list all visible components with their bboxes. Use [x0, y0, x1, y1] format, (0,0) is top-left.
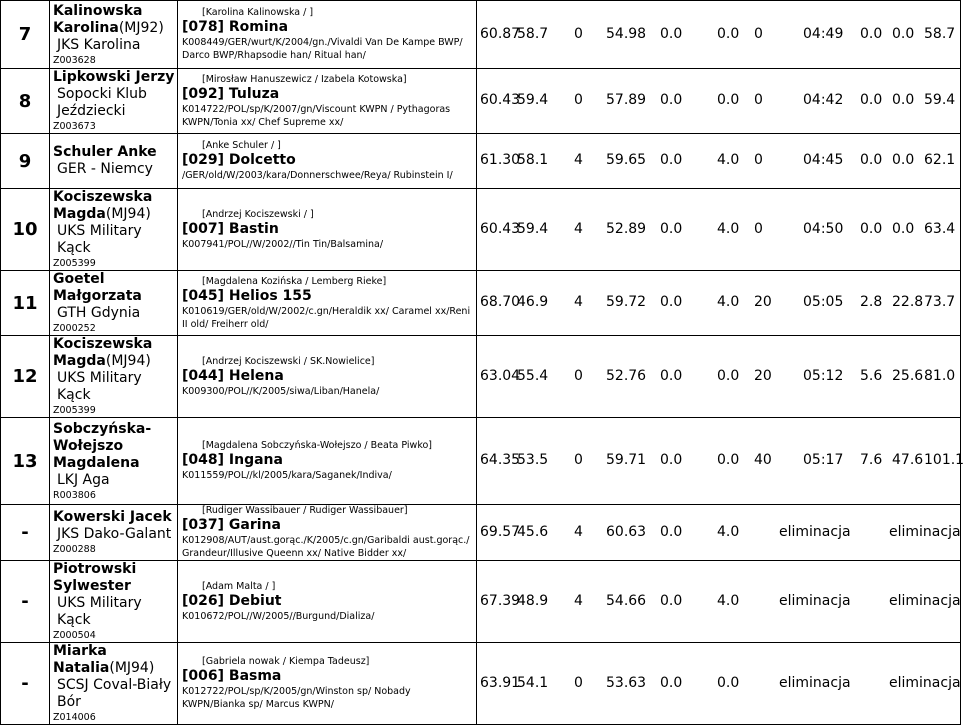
rider-cell	[50, 1, 178, 69]
score-values	[477, 674, 961, 694]
horse-cell	[178, 134, 477, 189]
rider-club: JKS Dako-Galant	[57, 526, 172, 542]
score-values	[477, 367, 961, 387]
score-value: 52.76	[606, 367, 647, 384]
horse-cell	[178, 643, 477, 725]
score-value: 0	[574, 367, 583, 384]
horse-details: K009300/POL//K/2005/siwa/Liban/Hanela/	[182, 385, 380, 397]
score-value: 64.35	[480, 452, 521, 468]
score-value: 57.89	[606, 92, 647, 108]
rider-name	[53, 69, 177, 86]
score-value: 05:05	[803, 294, 844, 310]
score-value: 59.65	[606, 152, 647, 168]
horse-owner: [Magdalena Kozińska / Lemberg Rieke]	[202, 275, 387, 287]
horse-owner: [Magdalena Sobczyńska-Wołejszo / Beata Piwko]	[202, 440, 433, 451]
score-value: 63.4	[924, 220, 956, 237]
score-value: 0.0	[660, 523, 683, 540]
rider-club: LKJ Aga	[57, 471, 110, 488]
horse-cell	[178, 189, 477, 271]
rider-name	[53, 509, 177, 526]
place-cell: 13	[1, 418, 50, 505]
scores-cell	[477, 1, 961, 69]
score-values	[477, 523, 961, 543]
score-value: 0	[754, 152, 763, 168]
score-value: 58.7	[924, 25, 956, 42]
scores-cell	[477, 69, 961, 134]
score-value: 101.1	[924, 452, 964, 468]
horse-cell	[178, 505, 477, 561]
rider-name	[53, 561, 177, 595]
scores-cell	[477, 643, 961, 725]
score-value: 0.0	[717, 92, 740, 108]
score-value: 0	[754, 92, 763, 108]
rider-cell	[50, 418, 178, 505]
horse-name: [044] Helena	[182, 367, 284, 384]
horse-owner: [Adam Malta / ]	[202, 580, 276, 592]
table-row	[1, 69, 961, 134]
horse-cell	[178, 336, 477, 418]
rider-club: UKS Military Kąck	[57, 595, 142, 628]
horse-details: K008449/GER/wurt/K/2004/gn./Vivaldi Van De Kampe BWP/ Darco BWP/Rhapsodie han/ Ritual han/	[182, 37, 463, 61]
place-cell: -	[1, 643, 50, 725]
rider-license: R003806	[53, 489, 96, 501]
rider-cell	[50, 134, 178, 189]
rider-name-bold: Schuler Anke	[53, 144, 157, 160]
table-row	[1, 271, 961, 336]
score-value: 67.39	[480, 592, 521, 609]
score-value: 0.0	[660, 592, 683, 609]
score-value: 59.4	[517, 220, 549, 237]
score-value: 63.04	[480, 367, 521, 384]
score-value: 0	[574, 452, 583, 468]
score-value: 0.0	[717, 367, 740, 384]
horse-owner: [Anke Schuler / ]	[202, 140, 281, 151]
rider-club: JKS Karolina	[57, 36, 141, 53]
score-value: 0.0	[717, 674, 740, 691]
horse-details: K012908/AUT/aust.gorąc./K/2005/c.gn/Garibaldi aust.gorąc./ Grandeur/Illusive Queenn xx/ Native Bidder xx/	[182, 535, 470, 559]
score-value: 0.0	[717, 25, 740, 42]
table-row	[1, 505, 961, 561]
score-value: 45.6	[517, 523, 549, 540]
table-row	[1, 336, 961, 418]
horse-cell	[178, 1, 477, 69]
table-row	[1, 561, 961, 643]
score-value: eliminacja	[889, 592, 961, 609]
score-value: 4	[574, 294, 583, 310]
score-value: 0	[574, 25, 583, 42]
score-value: 4	[574, 592, 583, 609]
score-value: 0.0	[660, 294, 683, 310]
rider-name	[53, 271, 177, 305]
score-value: 46.9	[517, 294, 549, 310]
score-value: 20	[754, 367, 772, 384]
score-value: eliminacja	[889, 523, 961, 540]
rider-club: UKS Military Kąck	[57, 223, 142, 256]
scores-cell	[477, 336, 961, 418]
horse-name: [037] Garina	[182, 517, 281, 533]
score-value: 68.70	[480, 294, 521, 310]
score-value: 58.1	[517, 152, 549, 168]
score-value: 0.0	[660, 452, 683, 468]
rider-name	[53, 189, 177, 223]
score-value: 0.0	[660, 220, 683, 237]
score-value: 61.30	[480, 152, 521, 168]
score-value: 54.1	[517, 674, 549, 691]
rider-license: Z005399	[53, 258, 96, 269]
rider-club: GER - Niemcy	[57, 161, 153, 177]
score-value: 4.0	[717, 592, 740, 609]
score-value: 60.43	[480, 220, 521, 237]
score-value: 05:17	[803, 452, 844, 468]
horse-cell	[178, 561, 477, 643]
scores-cell	[477, 134, 961, 189]
scores-cell	[477, 271, 961, 336]
score-value: 04:45	[803, 152, 844, 168]
rider-cell	[50, 271, 178, 336]
horse-cell	[178, 271, 477, 336]
rider-name-bold: Miarka Natalia	[53, 643, 110, 676]
horse-details: K010619/GER/old/W/2002/c.gn/Heraldik xx/ Caramel xx/Reni II old/ Freiherr old/	[182, 305, 471, 330]
score-value: 53.5	[517, 452, 549, 468]
horse-details: K007941/POL//W/2002//Tin Tin/Balsamina/	[182, 238, 384, 250]
score-value: 40	[754, 452, 772, 468]
score-values	[477, 25, 961, 45]
rider-license: Z003628	[53, 54, 96, 66]
place-cell: -	[1, 505, 50, 561]
horse-owner: [Andrzej Kociszewski / SK.Nowielice]	[202, 355, 375, 367]
horse-name: [029] Dolcetto	[182, 152, 296, 168]
score-value: 0.0	[660, 92, 683, 108]
place-cell: -	[1, 561, 50, 643]
horse-name: [026] Debiut	[182, 592, 282, 609]
score-value: 0	[754, 220, 763, 237]
place-cell: 9	[1, 134, 50, 189]
score-value: 48.9	[517, 592, 549, 609]
rider-category: (MJ92)	[118, 19, 164, 36]
score-value: 04:42	[803, 92, 844, 108]
score-value: 59.4	[924, 92, 956, 108]
horse-owner: [Karolina Kalinowska / ]	[202, 7, 314, 18]
score-value: 59.72	[606, 294, 647, 310]
score-value: 0.0	[892, 92, 915, 108]
score-value: 0.0	[892, 220, 915, 237]
score-value: eliminacja	[779, 674, 851, 691]
score-value: 0.0	[660, 674, 683, 691]
score-value: 0.0	[860, 152, 883, 168]
score-value: 63.91	[480, 674, 521, 691]
rider-license: Z000504	[53, 630, 96, 641]
score-values	[477, 592, 961, 612]
score-values	[477, 293, 961, 313]
score-value: 7.6	[860, 452, 883, 468]
horse-owner: [Mirosław Hanuszewicz / Izabela Kotowska]	[202, 73, 407, 85]
rider-license: Z014006	[53, 712, 96, 723]
score-value: 0.0	[860, 92, 883, 108]
horse-details: K012722/POL/sp/K/2005/gn/Winston sp/ Nobady KWPN/Bianka sp/ Marcus KWPN/	[182, 686, 411, 710]
horse-name: [092] Tuluza	[182, 85, 280, 102]
rider-name-bold: Sobczyńska-Wołejszo Magdalena	[53, 420, 152, 471]
rider-name	[53, 421, 177, 472]
rider-license: Z005399	[53, 405, 96, 416]
score-value: 04:49	[803, 25, 844, 42]
score-value: 22.8	[892, 294, 924, 310]
horse-details: K010672/POL//W/2005//Burgund/Dializa/	[182, 610, 375, 622]
rider-name-bold: Goetel Małgorzata	[53, 271, 142, 304]
score-value: 4	[574, 523, 583, 540]
place-cell: 11	[1, 271, 50, 336]
score-values	[477, 151, 961, 171]
horse-name: [006] Basma	[182, 668, 282, 684]
scores-cell	[477, 561, 961, 643]
rider-club: UKS Military Kąck	[57, 370, 142, 403]
rider-club: GTH Gdynia	[57, 305, 141, 321]
rider-name	[53, 643, 177, 677]
score-value: 81.0	[924, 367, 956, 384]
score-value: 62.1	[924, 152, 956, 168]
score-value: 0.0	[860, 220, 883, 237]
score-value: 0.0	[860, 25, 883, 42]
score-value: 60.87	[480, 25, 521, 42]
score-value: 73.7	[924, 294, 956, 310]
place-cell: 8	[1, 69, 50, 134]
rider-category: (MJ94)	[105, 353, 151, 369]
rider-name-bold: Lipkowski Jerzy	[53, 69, 175, 85]
score-value: 4	[574, 220, 583, 237]
horse-owner: [Rudiger Wassibauer / Rudiger Wassibauer]	[202, 505, 408, 516]
place-cell: 12	[1, 336, 50, 418]
horse-cell	[178, 418, 477, 505]
score-value: 4.0	[717, 294, 740, 310]
score-value: 4.0	[717, 523, 740, 540]
score-value: 54.98	[606, 25, 647, 42]
score-value: 59.4	[517, 92, 549, 108]
rider-cell	[50, 561, 178, 643]
rider-cell	[50, 69, 178, 134]
horse-name: [007] Bastin	[182, 220, 279, 237]
score-value: eliminacja	[889, 674, 961, 691]
horse-name: [048] Ingana	[182, 452, 283, 468]
horse-name: [045] Helios 155	[182, 287, 312, 304]
table-row	[1, 643, 961, 725]
rider-name	[53, 336, 177, 370]
score-value: 58.7	[517, 25, 549, 42]
rider-cell	[50, 336, 178, 418]
rider-name	[53, 3, 177, 37]
scores-cell	[477, 505, 961, 561]
rider-cell	[50, 505, 178, 561]
score-values	[477, 220, 961, 240]
rider-name	[53, 144, 177, 161]
score-value: 47.6	[892, 452, 924, 468]
score-value: 0.0	[892, 25, 915, 42]
score-value: 60.63	[606, 523, 647, 540]
score-value: 20	[754, 294, 772, 310]
score-value: 60.43	[480, 92, 521, 108]
rider-license: Z000288	[53, 544, 96, 555]
rider-license: Z000252	[53, 323, 96, 334]
score-value: 52.89	[606, 220, 647, 237]
horse-cell	[178, 69, 477, 134]
place-cell: 10	[1, 189, 50, 271]
horse-details: K011559/POL//kl/2005/kara/Saganek/Indiva/	[182, 470, 392, 481]
score-value: 05:12	[803, 367, 844, 384]
score-value: 4.0	[717, 220, 740, 237]
horse-details: /GER/old/W/2003/kara/Donnerschwee/Reya/ Rubinstein I/	[182, 170, 453, 181]
rider-name-bold: Piotrowski Sylwester	[53, 561, 137, 594]
horse-owner: [Andrzej Kociszewski / ]	[202, 208, 314, 220]
rider-name-bold: Kalinowska Karolina	[53, 2, 143, 36]
rider-club: SCSJ Coval-Biały Bór	[57, 677, 172, 710]
score-value: 54.66	[606, 592, 647, 609]
score-value: 0.0	[892, 152, 915, 168]
rider-name-bold: Kociszewska Magda	[53, 189, 153, 222]
score-value: 0.0	[660, 152, 683, 168]
rider-name-bold: Kociszewska Magda	[53, 336, 153, 369]
table-row	[1, 134, 961, 189]
score-value: 0.0	[717, 452, 740, 468]
score-value: 59.71	[606, 452, 647, 468]
score-value: 0	[574, 674, 583, 691]
score-value: 53.63	[606, 674, 647, 691]
table-row	[1, 1, 961, 69]
rider-cell	[50, 643, 178, 725]
score-value: 4	[574, 152, 583, 168]
horse-details: K014722/POL/sp/K/2007/gn/Viscount KWPN / Pythagoras KWPN/Tonia xx/ Chef Supreme xx/	[182, 103, 451, 128]
rider-cell	[50, 189, 178, 271]
table-row	[1, 418, 961, 505]
horse-name: [078] Romina	[182, 19, 289, 35]
rider-club: Sopocki Klub Jeździecki	[57, 86, 147, 119]
score-value: 0	[574, 92, 583, 108]
score-value: eliminacja	[779, 523, 851, 540]
score-value: 55.4	[517, 367, 549, 384]
score-value: 0.0	[660, 367, 683, 384]
score-values	[477, 451, 964, 471]
score-value: 0	[754, 25, 763, 42]
rider-license: Z003673	[53, 121, 96, 132]
scores-cell	[477, 418, 964, 505]
table-row	[1, 189, 961, 271]
score-value: 2.8	[860, 294, 883, 310]
scores-cell	[477, 189, 961, 271]
rider-category: (MJ94)	[105, 206, 151, 222]
score-value: 69.57	[480, 523, 521, 540]
rider-name-bold: Kowerski Jacek	[53, 509, 172, 525]
horse-owner: [Gabriela nowak / Kiempa Tadeusz]	[202, 656, 370, 667]
score-values	[477, 91, 961, 111]
score-value: eliminacja	[779, 592, 851, 609]
place-cell: 7	[1, 1, 50, 69]
rider-category: (MJ94)	[109, 660, 155, 676]
score-value: 0.0	[660, 25, 683, 42]
score-value: 04:50	[803, 220, 844, 237]
score-value: 5.6	[860, 367, 883, 384]
score-value: 25.6	[892, 367, 924, 384]
score-value: 4.0	[717, 152, 740, 168]
